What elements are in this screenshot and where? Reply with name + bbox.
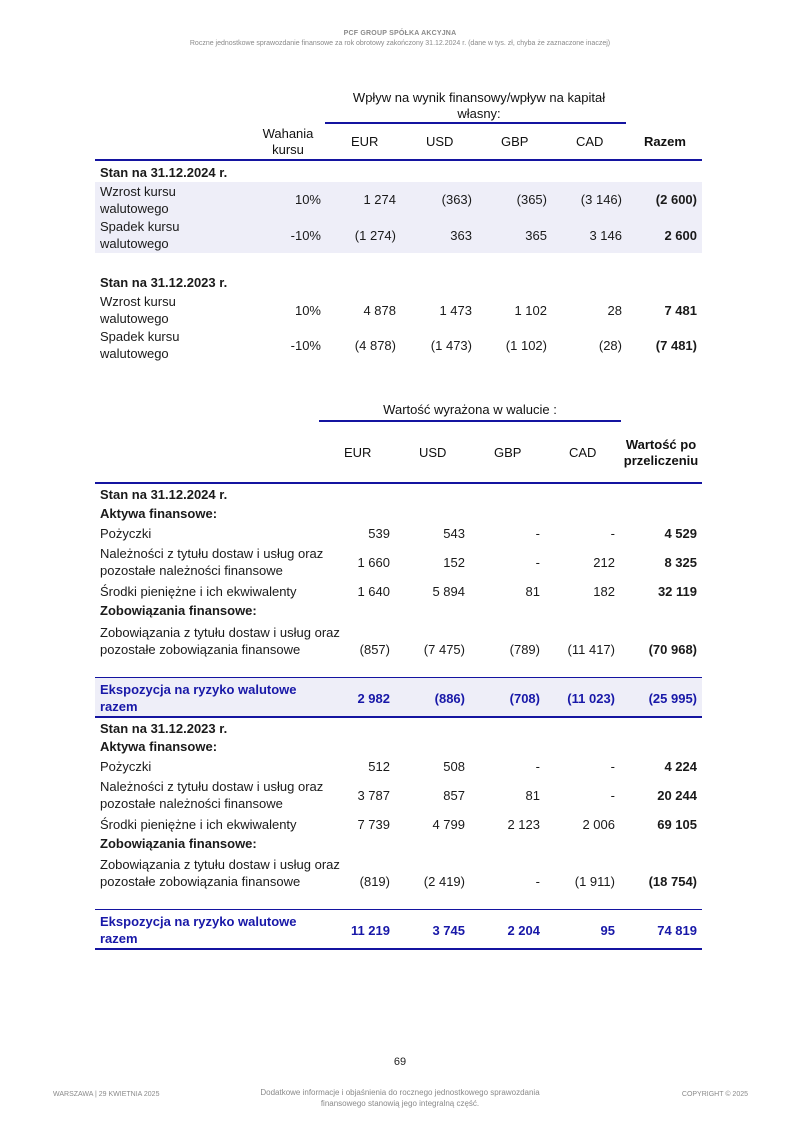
table-row [95, 328, 702, 364]
usd-value: 4 799 [432, 817, 465, 832]
table-row [95, 583, 702, 602]
eur-value: 11 219 [350, 923, 390, 938]
total-value: 7 481 [664, 303, 697, 318]
row-label: Wzrost kursu walutowego [100, 184, 176, 216]
col-header-usd: USD [419, 445, 447, 460]
section-title-row [95, 164, 702, 182]
subsection-row [95, 602, 702, 621]
total-value: 2 600 [664, 228, 697, 243]
liabilities-title: Zobowiązania finansowe: [100, 836, 257, 851]
assets-title: Aktywa finansowe: [100, 739, 218, 754]
col-header-usd: USD [426, 134, 454, 149]
page-number: 69 [393, 1056, 407, 1068]
usd-value: (7 475) [423, 642, 465, 657]
subsection-row [95, 505, 702, 524]
assets-title: Aktywa finansowe: [100, 506, 218, 521]
usd-value: 363 [450, 228, 472, 243]
eur-value: 539 [368, 526, 390, 541]
row-label: Wzrost kursu walutowego [100, 294, 176, 326]
usd-value: (1 473) [430, 338, 472, 353]
gbp-value: - [535, 874, 540, 889]
total-value: (7 481) [655, 338, 697, 353]
gbp-value: - [535, 759, 540, 774]
row-label: Pożyczki [100, 526, 152, 541]
gbp-value: (708) [509, 691, 540, 706]
total-value: 69 105 [657, 817, 697, 832]
row-label: Spadek kursu walutowego [100, 329, 180, 361]
eur-value: 2 982 [357, 691, 390, 706]
cad-value: (3 146) [580, 192, 622, 207]
header-rule [95, 482, 702, 484]
cad-value: (11 023) [567, 691, 615, 706]
section-rule [95, 948, 702, 950]
cad-value: 182 [593, 584, 615, 599]
section-title-row [95, 720, 702, 739]
total-value: 4 529 [664, 526, 697, 541]
table-row [95, 545, 702, 581]
section-title-row [95, 486, 702, 505]
eur-value: 3 787 [357, 788, 390, 803]
table-row [95, 525, 702, 544]
subsection-row [95, 835, 702, 854]
table-row [95, 856, 702, 908]
col-header-cad: CAD [569, 445, 597, 460]
footer-location-date: WARSZAWA | 29 KWIETNIA 2025 [53, 1091, 160, 1098]
gbp-value: - [535, 555, 540, 570]
col-header-total: Wartość po przeliczeniu [623, 437, 699, 468]
table-row [95, 778, 702, 814]
section-title: Stan na 31.12.2024 r. [100, 165, 228, 180]
eur-value: 512 [368, 759, 390, 774]
eur-value: (819) [359, 874, 390, 889]
row-label: Należności z tytułu dostaw i usług oraz pozostałe należności finansowe [100, 546, 324, 578]
document-subtitle: Roczne jednostkowe sprawozdanie finansowe za rok obrotowy zakończony 31.12.2024 r. (dane w tys. zł, chyba że zaznaczone inaczej) [189, 40, 611, 47]
total-value: (70 968) [648, 642, 697, 657]
group-header-rule [325, 122, 626, 124]
gbp-value: 81 [525, 584, 540, 599]
total-value: 20 244 [657, 788, 697, 803]
cad-value: 212 [593, 555, 615, 570]
row-label: Ekspozycja na ryzyko walutowe razem [100, 914, 297, 946]
gbp-value: 365 [525, 228, 547, 243]
cad-value: - [610, 788, 615, 803]
section-rule [95, 716, 702, 718]
group-header: Wartość wyrażona w walucie : [383, 402, 557, 417]
exposure-total-row [95, 910, 702, 948]
cad-value: 3 146 [589, 228, 622, 243]
cad-value: (1 911) [574, 874, 615, 889]
cad-value: (11 417) [567, 642, 615, 657]
eur-value: (857) [359, 642, 390, 657]
table-row [95, 816, 702, 835]
col-header-fluct: Wahania kursu [262, 126, 314, 157]
eur-value: (4 878) [354, 338, 396, 353]
footer-note: Dodatkowe informacje i objaśnienia do rocznego jednostkowego sprawozdania finansowego stanowią jego integralną część. [260, 1088, 540, 1108]
table-row [95, 624, 702, 676]
total-value: 4 224 [664, 759, 697, 774]
col-header-total: Razem [644, 134, 686, 149]
col-header-gbp: GBP [501, 134, 529, 149]
total-value: 74 819 [657, 923, 697, 938]
col-header-gbp: GBP [494, 445, 522, 460]
eur-value: 4 878 [363, 303, 396, 318]
group-header: Wpływ na wynik finansowy/wpływ na kapitał własny: [352, 90, 606, 121]
row-label: Zobowiązania z tytułu dostaw i usług oraz pozostałe zobowiązania finansowe [100, 857, 340, 889]
total-value: (18 754) [648, 874, 697, 889]
total-value: (2 600) [655, 192, 697, 207]
row-label: Zobowiązania z tytułu dostaw i usług oraz pozostałe zobowiązania finansowe [100, 625, 340, 657]
usd-value: 1 473 [439, 303, 472, 318]
gbp-value: (365) [516, 192, 547, 207]
gbp-value: 1 102 [514, 303, 547, 318]
document-header [0, 30, 800, 47]
cad-value: (28) [598, 338, 622, 353]
footer-copyright: COPYRIGHT © 2025 [681, 1091, 748, 1098]
fluct-value: -10% [290, 338, 321, 353]
row-label: Środki pieniężne i ich ekwiwalenty [100, 817, 297, 832]
usd-value: (886) [434, 691, 465, 706]
fluct-value: -10% [290, 228, 321, 243]
table-row [95, 217, 702, 253]
gbp-value: 81 [525, 788, 540, 803]
usd-value: 152 [443, 555, 465, 570]
usd-value: 5 894 [432, 584, 465, 599]
exposure-total-row [95, 678, 702, 716]
section-title: Stan na 31.12.2023 r. [100, 721, 228, 736]
total-value: 8 325 [664, 555, 697, 570]
gbp-value: (1 102) [505, 338, 547, 353]
gbp-value: 2 123 [507, 817, 540, 832]
subsection-row [95, 738, 702, 757]
usd-value: (363) [441, 192, 472, 207]
eur-value: (1 274) [354, 228, 396, 243]
row-label: Należności z tytułu dostaw i usług oraz pozostałe należności finansowe [100, 779, 324, 811]
table-row [95, 292, 702, 328]
cad-value: - [610, 526, 615, 541]
eur-value: 7 739 [357, 817, 390, 832]
cad-value: 2 006 [582, 817, 615, 832]
fluct-value: 10% [294, 303, 321, 318]
group-header-rule [319, 420, 621, 422]
col-header-cad: CAD [576, 134, 604, 149]
usd-value: 3 745 [432, 923, 465, 938]
cad-value: 95 [600, 923, 615, 938]
section-title: Stan na 31.12.2024 r. [100, 487, 228, 502]
gbp-value: - [535, 526, 540, 541]
fluct-value: 10% [294, 192, 321, 207]
usd-value: 508 [443, 759, 465, 774]
table-row [95, 758, 702, 777]
row-label: Spadek kursu walutowego [100, 219, 180, 251]
col-header-eur: EUR [351, 134, 379, 149]
header-rule [95, 159, 702, 161]
cad-value: - [610, 759, 615, 774]
cad-value: 28 [607, 303, 622, 318]
row-label: Pożyczki [100, 759, 152, 774]
total-value: (25 995) [648, 691, 697, 706]
usd-value: 543 [443, 526, 465, 541]
table-row [95, 182, 702, 217]
gbp-value: (789) [509, 642, 540, 657]
col-header-eur: EUR [344, 445, 372, 460]
eur-value: 1 660 [357, 555, 390, 570]
usd-value: (2 419) [423, 874, 465, 889]
eur-value: 1 274 [363, 192, 396, 207]
gbp-value: 2 204 [507, 923, 540, 938]
liabilities-title: Zobowiązania finansowe: [100, 603, 257, 618]
section-title: Stan na 31.12.2023 r. [100, 275, 228, 290]
company-name: PCF GROUP SPÓŁKA AKCYJNA [343, 30, 457, 37]
eur-value: 1 640 [357, 584, 390, 599]
total-value: 32 119 [657, 584, 697, 599]
section-title-row [95, 274, 702, 292]
row-label: Ekspozycja na ryzyko walutowe razem [100, 682, 297, 714]
usd-value: 857 [443, 788, 465, 803]
row-label: Środki pieniężne i ich ekwiwalenty [100, 584, 297, 599]
